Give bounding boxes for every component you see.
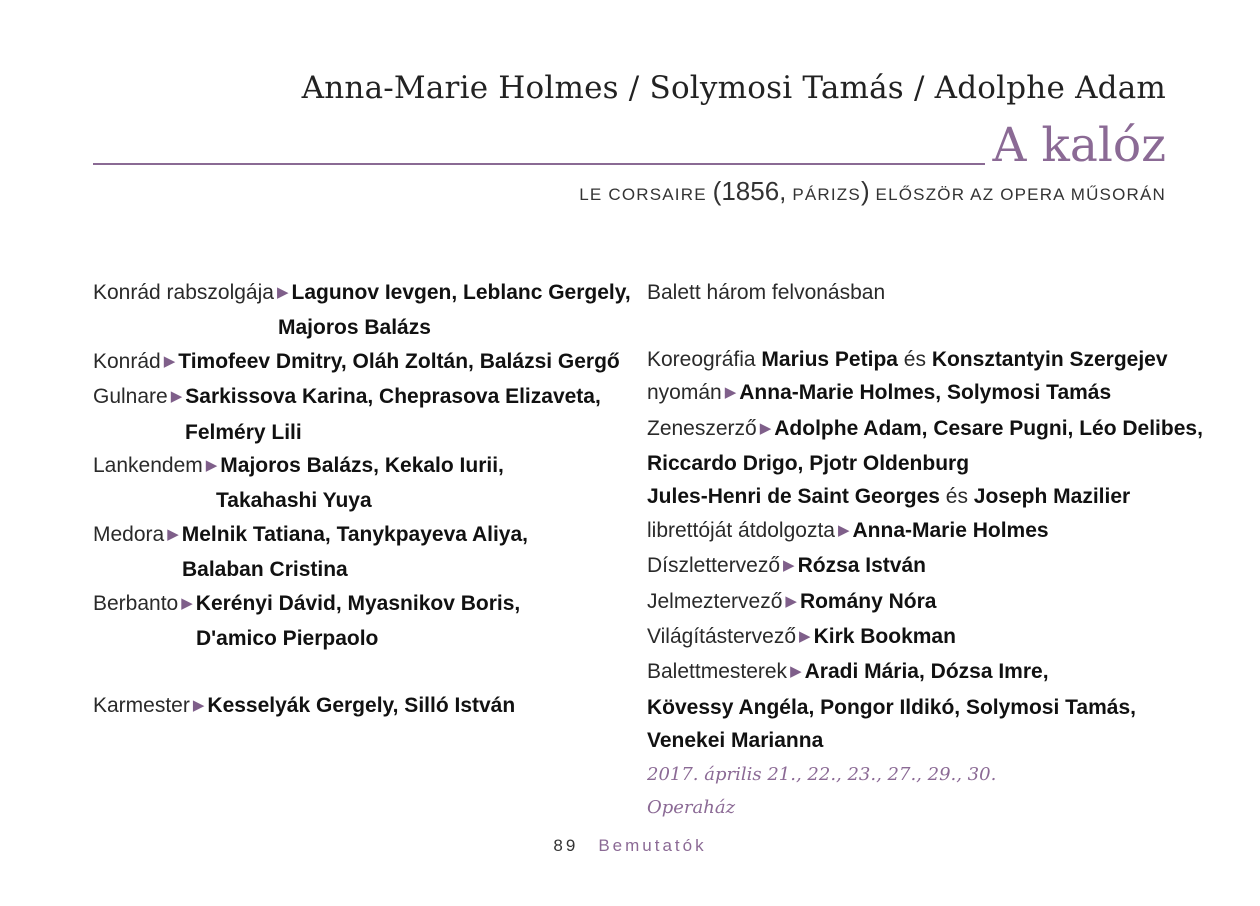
arrow-icon: ▶ <box>192 696 205 714</box>
arrow-icon: ▶ <box>785 592 797 610</box>
performance-dates: 2017. április 21., 22., 23., 27., 29., 30. <box>647 763 997 785</box>
arrow-icon: ▶ <box>759 419 772 437</box>
credit-name: Joseph Mazilier <box>973 485 1131 509</box>
venue: Operaház <box>647 797 736 819</box>
production-description: Balett három felvonásban <box>647 281 886 304</box>
arrow-icon: ▶ <box>181 594 193 612</box>
arrow-icon: ▶ <box>167 525 179 543</box>
cast-entry-continuation <box>93 416 633 449</box>
arrow-icon: ▶ <box>799 628 811 646</box>
credit-label: librettóját átdolgozta <box>647 518 835 542</box>
cast-entry-gulnare <box>93 380 633 415</box>
role-label: Konrád rabszolgája <box>93 281 274 304</box>
performer-names: Majoros Balázs, Kekalo Iurii, <box>220 454 504 478</box>
credit-costume-design <box>647 585 1207 620</box>
credit-names: Adolphe Adam, Cesare Pugni, Léo Delibes, <box>774 416 1203 440</box>
arrow-icon: ▶ <box>783 557 795 575</box>
page-title: A kalóz <box>992 118 1166 173</box>
cast-entry-continuation <box>93 622 633 655</box>
credit-names: Kirk Bookman <box>813 625 956 649</box>
subtitle-part-4: ) <box>860 176 870 206</box>
credit-choreography <box>647 343 1207 376</box>
performer-names: D'amico Pierpaolo <box>196 627 379 651</box>
credit-name: Marius Petipa <box>761 347 898 371</box>
credit-names: Anna-Marie Holmes <box>852 518 1049 542</box>
credit-label: nyomán <box>647 381 722 405</box>
subtitle-part-3: PÁRIZS <box>786 185 861 204</box>
arrow-icon: ▶ <box>837 521 850 539</box>
credit-set-design <box>647 549 1207 584</box>
cast-entry-lankendem <box>93 449 633 484</box>
credit-name: Jules-Henri de Saint Georges <box>647 485 940 509</box>
credit-choreography-adapted <box>647 376 1207 411</box>
performer-names: Felméry Lili <box>185 420 302 444</box>
authors-line: Anna-Marie Holmes / Solymosi Tamás / Adolphe Adam <box>301 70 1166 106</box>
page-number: 89 <box>553 836 579 855</box>
performer-names: Melnik Tatiana, Tanykpayeva Aliya, <box>181 522 529 546</box>
role-label: Lankendem <box>93 454 203 478</box>
credit-composer <box>647 412 1207 447</box>
credit-name: Konsztantyin Szergejev <box>931 347 1168 371</box>
page-footer <box>0 836 1260 856</box>
credit-label: Világítástervező <box>647 625 797 649</box>
credit-composer-continuation <box>647 447 1207 480</box>
cast-entry-continuation <box>93 311 633 344</box>
credit-ballet-masters <box>647 655 1207 690</box>
cast-entry-conductor <box>93 689 633 724</box>
subtitle <box>579 176 1166 207</box>
cast-entry-berbanto <box>93 587 633 622</box>
performer-names: Lagunov Ievgen, Leblanc Gergely, <box>291 281 631 304</box>
credit-label: Balettmesterek <box>647 660 788 684</box>
cast-entry-konrad <box>93 345 633 380</box>
role-label: Gulnare <box>93 385 168 409</box>
credit-libretto-adapted <box>647 514 1207 549</box>
performer-names: Balaban Cristina <box>182 558 348 582</box>
cast-entry-continuation <box>93 553 633 586</box>
cast-entry-konrad-slave <box>93 276 633 311</box>
spacer <box>647 309 1207 342</box>
arrow-icon: ▶ <box>790 663 802 681</box>
title-rule <box>93 163 985 165</box>
section-name: Bemutatók <box>598 836 707 855</box>
performer-names: Takahashi Yuya <box>216 489 372 513</box>
credit-label: Koreográfia <box>647 347 762 371</box>
cast-entry-medora <box>93 518 633 553</box>
credit-label: Zeneszerző <box>647 416 757 440</box>
subtitle-part-2: (1856, <box>712 176 787 206</box>
conjunction: és <box>897 347 932 371</box>
cast-entry-continuation <box>93 484 633 517</box>
performer-names: Kesselyák Gergely, Silló István <box>207 693 516 717</box>
conjunction: és <box>939 485 974 509</box>
credit-names: Aradi Mária, Dózsa Imre, <box>804 660 1049 684</box>
arrow-icon: ▶ <box>724 384 737 402</box>
performer-names: Timofeev Dmitry, Oláh Zoltán, Balázsi Gergő <box>178 349 620 373</box>
performer-names: Majoros Balázs <box>278 316 431 340</box>
credit-libretto <box>647 480 1207 513</box>
spacer <box>93 655 633 688</box>
role-label: Karmester <box>93 693 190 717</box>
credit-label: Jelmeztervező <box>647 589 783 613</box>
arrow-icon: ▶ <box>205 457 218 475</box>
arrow-icon: ▶ <box>276 284 289 301</box>
credit-names: Rózsa István <box>797 554 926 578</box>
credit-names: Kövessy Angéla, Pongor Ildikó, Solymosi Tamás, <box>647 695 1136 719</box>
credit-lighting-design <box>647 620 1207 655</box>
performer-names: Sarkissova Karina, Cheprasova Elizaveta, <box>185 385 601 409</box>
credit-ballet-masters-continuation <box>647 724 1207 757</box>
subtitle-part-1: LE CORSAIRE <box>579 185 713 204</box>
subtitle-part-5: ELŐSZÖR AZ OPERA MŰSORÁN <box>869 185 1166 204</box>
role-label: Konrád <box>93 349 161 373</box>
credit-names: Anna-Marie Holmes, Solymosi Tamás <box>739 381 1112 405</box>
arrow-icon: ▶ <box>170 388 183 406</box>
credit-ballet-masters-continuation <box>647 691 1207 724</box>
credit-label: Díszlettervező <box>647 554 781 578</box>
role-label: Medora <box>93 522 165 546</box>
credit-names: Venekei Marianna <box>647 729 824 753</box>
credit-names: Romány Nóra <box>799 589 937 613</box>
performer-names: Kerényi Dávid, Myasnikov Boris, <box>195 591 521 615</box>
credit-names: Riccardo Drigo, Pjotr Oldenburg <box>647 452 970 476</box>
arrow-icon: ▶ <box>163 352 176 370</box>
credits-column <box>647 276 1207 824</box>
role-label: Berbanto <box>93 591 179 615</box>
cast-column <box>93 276 633 724</box>
